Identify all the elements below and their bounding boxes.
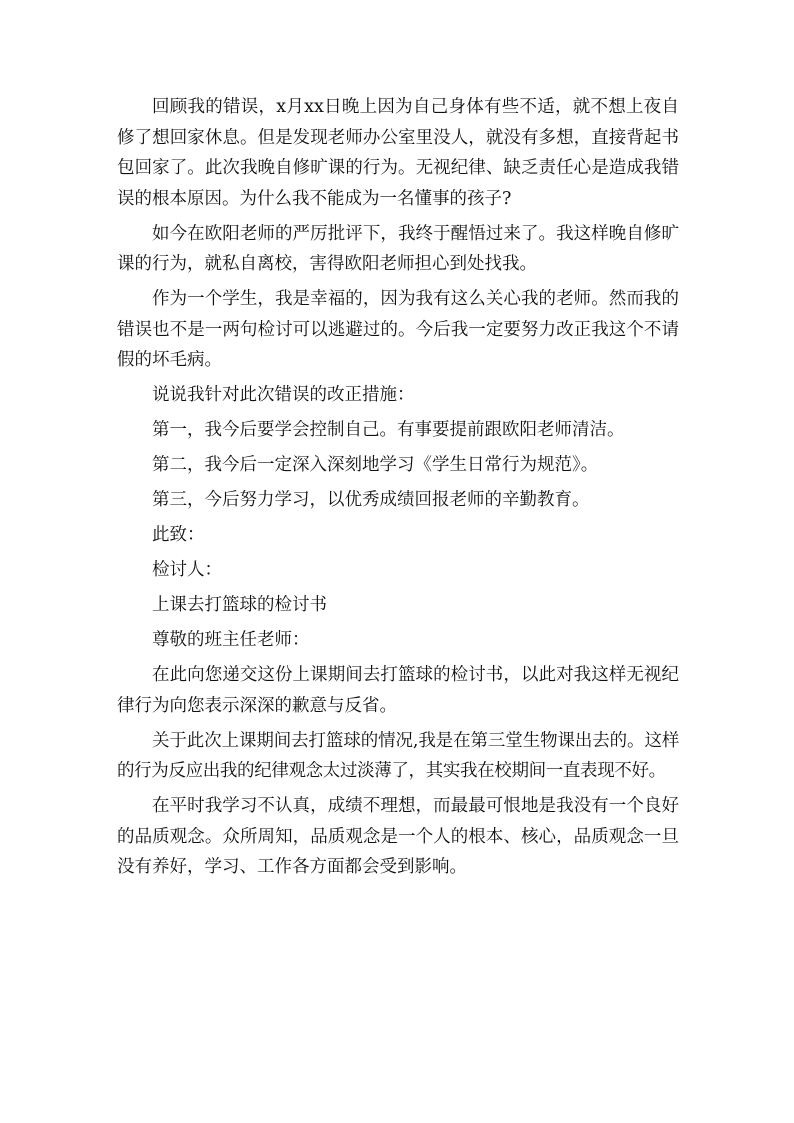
paragraph-measure-first: 第一，我今后要学会控制自己。有事要提前跟欧阳老师清洁。 [152, 420, 625, 440]
paragraph-as-a-student: 作为一个学生，我是幸福的，因为我有这么关心我的老师。然而我的错误也不是一两句检讨可以逃避过的。今后我一定要努力改正我这个不请假的坏毛病。 [117, 289, 679, 370]
paragraph-measure-second: 第二，我今后一定深入深刻地学习《学生日常行为规范》。 [152, 455, 599, 475]
section-title: 上课去打篮球的检讨书 [152, 595, 327, 615]
paragraph-submit-letter: 在此向您递交这份上课期间去打篮球的检讨书，以此对我这样无视纪律行为向您表示深深的歉意与反省。 [117, 665, 679, 716]
paragraph-incident-details: 关于此次上课期间去打篮球的情况,我是在第三堂生物课出去的。这样的行为反应出我的纪律观念太过淡薄了，其实我在校期间一直表现不好。 [117, 730, 679, 781]
paragraph-teacher-criticism: 如今在欧阳老师的严厉批评下，我终于醒悟过来了。我这样晚自修旷课的行为，就私自离校，害得欧阳老师担心到处找我。 [117, 223, 679, 274]
paragraph-measure-third: 第三，今后努力学习，以优秀成绩回报老师的辛勤教育。 [152, 490, 590, 510]
paragraph-signatory: 检讨人： [152, 560, 222, 580]
document-body [117, 92, 679, 887]
paragraph-recall-mistake: 回顾我的错误，x月xx日晚上因为自己身体有些不适，就不想上夜自修了想回家休息。但是发现老师办公室里没人，就没有多想，直接背起书包回家了。此次我晚自修旷课的行为。无视纪律、缺乏责任心是造成我错误的根本原因。为什么我不能成为一名懂事的孩子? [117, 97, 679, 209]
paragraph-quality-concept: 在平时我学习不认真，成绩不理想，而最最可恨地是我没有一个良好的品质观念。众所周知，品质观念是一个人的根本、核心，品质观念一旦没有养好，学习、工作各方面都会受到影响。 [117, 796, 679, 877]
paragraph-measures-intro: 说说我针对此次错误的改正措施： [152, 385, 415, 405]
paragraph-greeting: 尊敬的班主任老师： [152, 630, 310, 650]
paragraph-salutation-close: 此致： [152, 525, 205, 545]
